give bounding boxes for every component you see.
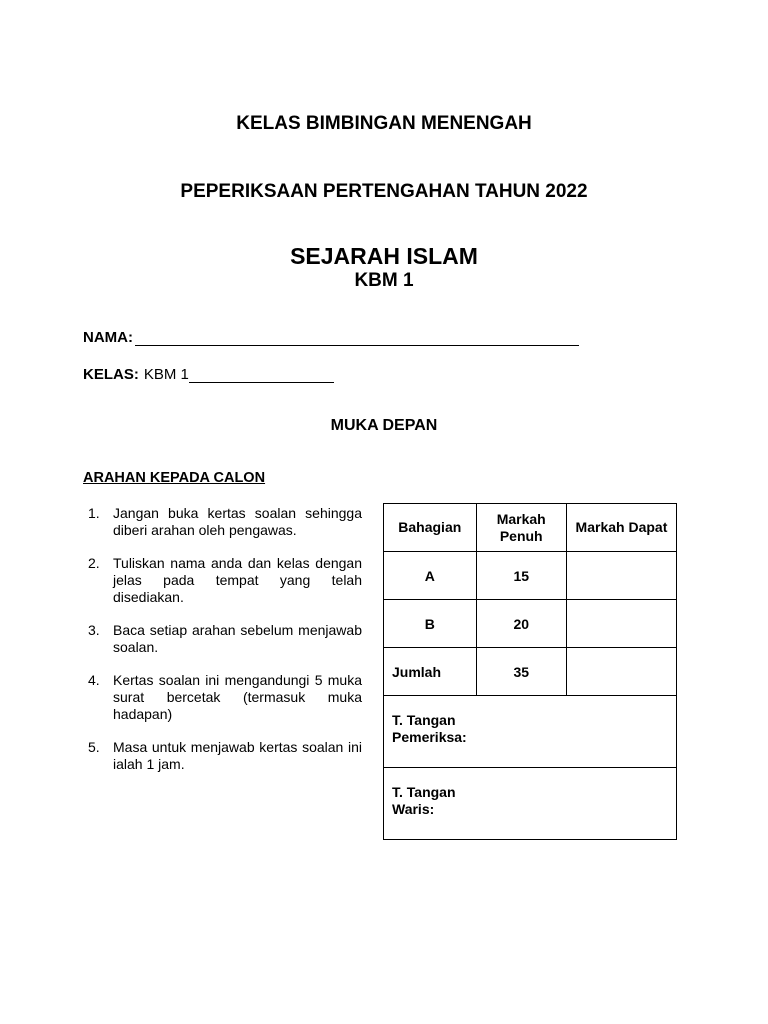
table-row <box>384 552 677 600</box>
item-text: Masa untuk menjawab kertas soalan ini ialah 1 jam. <box>113 739 362 772</box>
header-markah-penuh: Markah Penuh <box>476 504 566 552</box>
cell-penuh: 20 <box>476 600 566 648</box>
item-number: 3. <box>88 622 100 638</box>
item-text: Kertas soalan ini mengandungi 5 muka surat bercetak (termasuk muka hadapan) <box>113 672 362 722</box>
item-number: 5. <box>88 739 100 755</box>
signature-examiner[interactable] <box>384 696 677 768</box>
item-text: Tuliskan nama anda dan kelas dengan jelas pada tempat yang telah disediakan. <box>113 555 362 605</box>
item-text: Baca setiap arahan sebelum menjawab soalan. <box>113 622 362 655</box>
list-item <box>88 622 362 656</box>
cell-bahagian: A <box>384 552 477 600</box>
table-row <box>384 648 677 696</box>
class-label: KELAS: <box>83 366 139 383</box>
subject-title: SEJARAH ISLAM <box>290 243 478 269</box>
table-row <box>384 600 677 648</box>
header-bahagian: Bahagian <box>384 504 477 552</box>
marks-table <box>383 503 677 840</box>
cell-dapat[interactable] <box>566 648 676 696</box>
list-item <box>88 672 362 723</box>
cell-dapat[interactable] <box>566 600 676 648</box>
section-title: MUKA DEPAN <box>330 417 438 434</box>
cell-penuh: 15 <box>476 552 566 600</box>
cell-dapat[interactable] <box>566 552 676 600</box>
school-title: KELAS BIMBINGAN MENENGAH <box>236 113 532 134</box>
level-title: KBM 1 <box>354 270 414 291</box>
table-header-row <box>384 504 677 552</box>
list-item <box>88 555 362 606</box>
class-line[interactable] <box>189 367 334 383</box>
signature-guardian-label: T. Tangan Waris: <box>392 784 456 817</box>
item-number: 4. <box>88 672 100 688</box>
class-value: KBM 1 <box>143 366 189 383</box>
name-line[interactable] <box>135 329 579 346</box>
signature-examiner-label: T. Tangan Pemeriksa: <box>392 712 467 745</box>
exam-title: PEPERIKSAAN PERTENGAHAN TAHUN 2022 <box>180 181 588 202</box>
cell-penuh: 35 <box>476 648 566 696</box>
name-label: NAMA: <box>83 329 133 346</box>
instructions-list <box>88 505 362 789</box>
class-field[interactable] <box>83 366 334 383</box>
item-text: Jangan buka kertas soalan sehingga diberi arahan oleh pengawas. <box>113 505 362 538</box>
name-field[interactable] <box>83 329 579 346</box>
cell-bahagian: Jumlah <box>384 648 477 696</box>
item-number: 1. <box>88 505 100 521</box>
list-item <box>88 739 362 773</box>
signature-row[interactable] <box>384 768 677 840</box>
cell-bahagian: B <box>384 600 477 648</box>
list-item <box>88 505 362 539</box>
instructions-title: ARAHAN KEPADA CALON <box>83 470 266 486</box>
header-markah-dapat: Markah Dapat <box>566 504 676 552</box>
signature-guardian[interactable] <box>384 768 677 840</box>
item-number: 2. <box>88 555 100 571</box>
signature-row[interactable] <box>384 696 677 768</box>
